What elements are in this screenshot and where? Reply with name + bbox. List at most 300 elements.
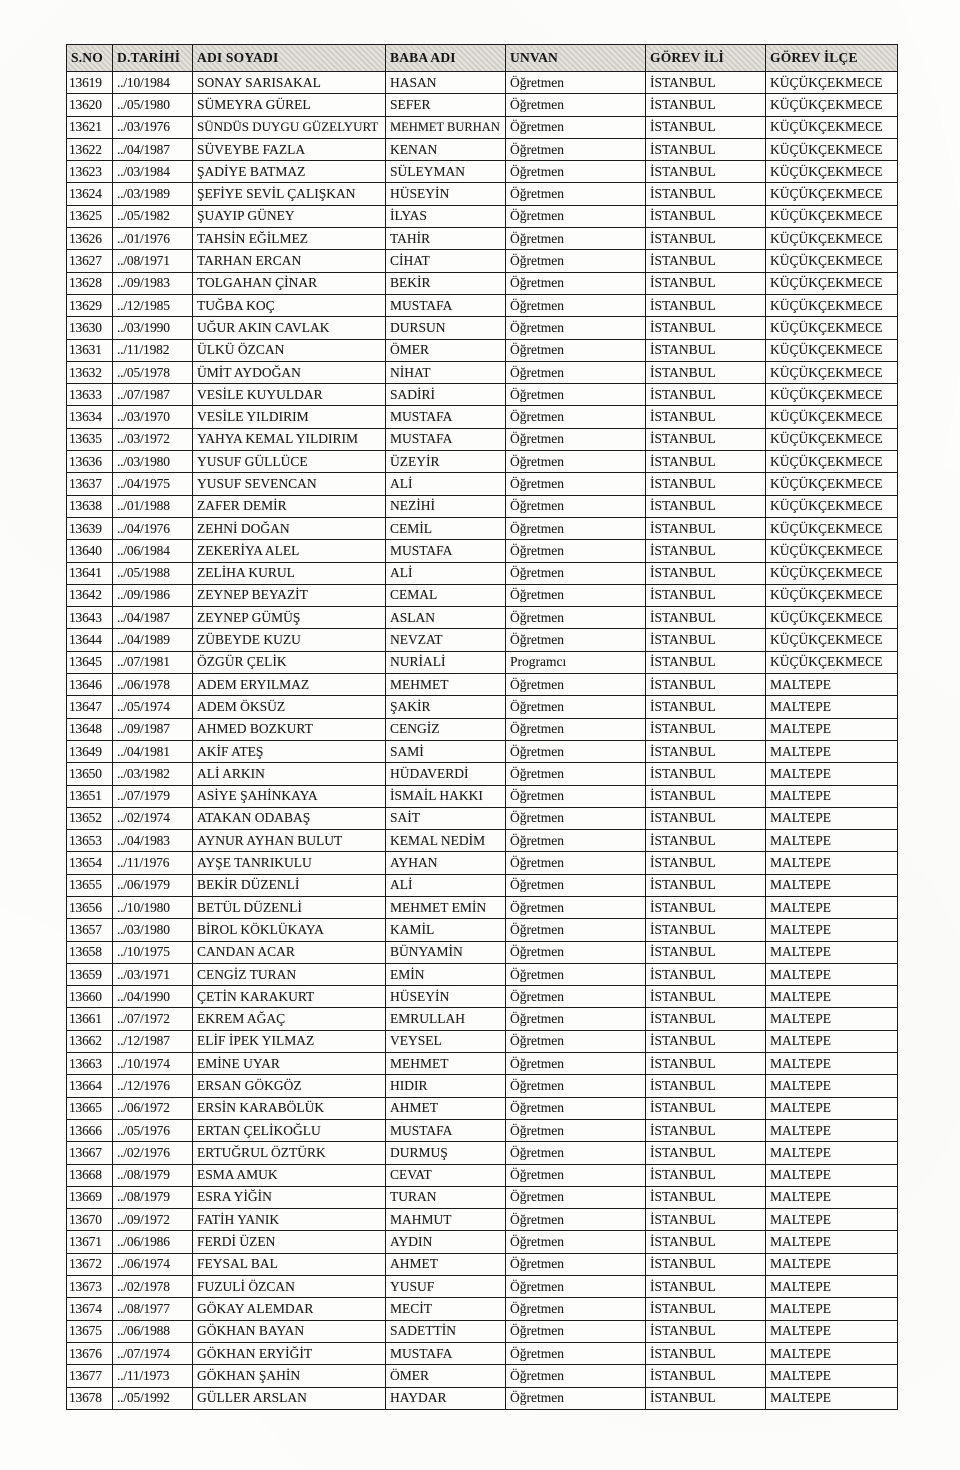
cell-baba-adi: HÜSEYİN <box>386 183 506 205</box>
cell-adi-soyadi: AYNUR AYHAN BULUT <box>193 830 386 852</box>
cell-sno: 13648 <box>67 718 113 740</box>
cell-adi-soyadi: FUZULİ ÖZCAN <box>193 1276 386 1298</box>
cell-gorev-ilce: MALTEPE <box>766 1053 898 1075</box>
cell-gorev-ili: İSTANBUL <box>646 584 766 606</box>
cell-adi-soyadi: FEYSAL BAL <box>193 1253 386 1275</box>
cell-unvan: Öğretmen <box>506 94 646 116</box>
table-row <box>67 852 898 874</box>
cell-dtarihi: ../04/1987 <box>113 138 193 160</box>
cell-adi-soyadi: GÖKHAN ERYİĞİT <box>193 1342 386 1364</box>
table-row <box>67 651 898 673</box>
cell-baba-adi: SADETTİN <box>386 1320 506 1342</box>
table-row <box>67 1075 898 1097</box>
cell-sno: 13677 <box>67 1365 113 1387</box>
cell-dtarihi: ../06/1972 <box>113 1097 193 1119</box>
cell-gorev-ilce: KÜÇÜKÇEKMECE <box>766 584 898 606</box>
cell-gorev-ilce: KÜÇÜKÇEKMECE <box>766 250 898 272</box>
header-row <box>67 45 898 72</box>
cell-gorev-ilce: KÜÇÜKÇEKMECE <box>766 361 898 383</box>
cell-adi-soyadi: AHMED BOZKURT <box>193 718 386 740</box>
cell-sno: 13620 <box>67 94 113 116</box>
cell-gorev-ili: İSTANBUL <box>646 473 766 495</box>
cell-gorev-ili: İSTANBUL <box>646 205 766 227</box>
cell-dtarihi: ../02/1978 <box>113 1276 193 1298</box>
table-row <box>67 339 898 361</box>
cell-unvan: Öğretmen <box>506 1186 646 1208</box>
table-row <box>67 919 898 941</box>
cell-gorev-ili: İSTANBUL <box>646 406 766 428</box>
cell-sno: 13671 <box>67 1231 113 1253</box>
cell-gorev-ili: İSTANBUL <box>646 1365 766 1387</box>
cell-adi-soyadi: ZAFER DEMİR <box>193 495 386 517</box>
cell-gorev-ilce: KÜÇÜKÇEKMECE <box>766 94 898 116</box>
cell-unvan: Öğretmen <box>506 517 646 539</box>
cell-dtarihi: ../07/1972 <box>113 1008 193 1030</box>
cell-baba-adi: TURAN <box>386 1186 506 1208</box>
cell-gorev-ili: İSTANBUL <box>646 629 766 651</box>
table-row <box>67 116 898 138</box>
cell-dtarihi: ../03/1984 <box>113 161 193 183</box>
cell-dtarihi: ../06/1988 <box>113 1320 193 1342</box>
cell-baba-adi: ÖMER <box>386 1365 506 1387</box>
cell-unvan: Öğretmen <box>506 785 646 807</box>
cell-sno: 13641 <box>67 562 113 584</box>
cell-dtarihi: ../09/1987 <box>113 718 193 740</box>
cell-unvan: Öğretmen <box>506 1298 646 1320</box>
cell-gorev-ili: İSTANBUL <box>646 161 766 183</box>
table-row <box>67 607 898 629</box>
cell-sno: 13658 <box>67 941 113 963</box>
cell-unvan: Öğretmen <box>506 339 646 361</box>
cell-sno: 13655 <box>67 874 113 896</box>
table-row <box>67 1387 898 1409</box>
cell-baba-adi: MUSTAFA <box>386 406 506 428</box>
cell-unvan: Öğretmen <box>506 228 646 250</box>
cell-gorev-ilce: KÜÇÜKÇEKMECE <box>766 406 898 428</box>
cell-gorev-ili: İSTANBUL <box>646 384 766 406</box>
table-body <box>67 72 898 1410</box>
cell-gorev-ili: İSTANBUL <box>646 1097 766 1119</box>
cell-unvan: Öğretmen <box>506 941 646 963</box>
cell-gorev-ilce: MALTEPE <box>766 1164 898 1186</box>
cell-adi-soyadi: ESRA YİĞİN <box>193 1186 386 1208</box>
cell-adi-soyadi: FATİH YANIK <box>193 1209 386 1231</box>
cell-adi-soyadi: ŞADİYE BATMAZ <box>193 161 386 183</box>
cell-gorev-ili: İSTANBUL <box>646 495 766 517</box>
column-header-sno: S.NO <box>67 45 113 72</box>
table-row <box>67 1142 898 1164</box>
cell-dtarihi: ../06/1986 <box>113 1231 193 1253</box>
cell-dtarihi: ../02/1974 <box>113 807 193 829</box>
cell-sno: 13668 <box>67 1164 113 1186</box>
cell-gorev-ilce: MALTEPE <box>766 1320 898 1342</box>
cell-unvan: Öğretmen <box>506 1276 646 1298</box>
cell-baba-adi: ŞAKİR <box>386 696 506 718</box>
table-row <box>67 72 898 94</box>
cell-dtarihi: ../12/1985 <box>113 294 193 316</box>
cell-sno: 13646 <box>67 674 113 696</box>
column-header-unvan: UNVAN <box>506 45 646 72</box>
cell-sno: 13661 <box>67 1008 113 1030</box>
cell-gorev-ilce: KÜÇÜKÇEKMECE <box>766 339 898 361</box>
cell-baba-adi: NURİALİ <box>386 651 506 673</box>
table-row <box>67 718 898 740</box>
cell-gorev-ilce: MALTEPE <box>766 807 898 829</box>
table-row <box>67 696 898 718</box>
column-header-gorev-ilce: GÖREV İLÇE <box>766 45 898 72</box>
cell-gorev-ili: İSTANBUL <box>646 919 766 941</box>
cell-gorev-ili: İSTANBUL <box>646 294 766 316</box>
cell-gorev-ilce: MALTEPE <box>766 1119 898 1141</box>
cell-baba-adi: HÜSEYİN <box>386 986 506 1008</box>
table-row <box>67 428 898 450</box>
cell-dtarihi: ../05/1992 <box>113 1387 193 1409</box>
table-row <box>67 562 898 584</box>
cell-dtarihi: ../12/1976 <box>113 1075 193 1097</box>
cell-baba-adi: DURSUN <box>386 317 506 339</box>
cell-baba-adi: MUSTAFA <box>386 540 506 562</box>
cell-gorev-ilce: KÜÇÜKÇEKMECE <box>766 272 898 294</box>
cell-unvan: Öğretmen <box>506 451 646 473</box>
cell-unvan: Öğretmen <box>506 294 646 316</box>
cell-gorev-ili: İSTANBUL <box>646 228 766 250</box>
cell-gorev-ili: İSTANBUL <box>646 317 766 339</box>
cell-sno: 13642 <box>67 584 113 606</box>
cell-unvan: Öğretmen <box>506 205 646 227</box>
table-row <box>67 473 898 495</box>
cell-gorev-ili: İSTANBUL <box>646 1186 766 1208</box>
cell-dtarihi: ../10/1975 <box>113 941 193 963</box>
cell-adi-soyadi: GÖKAY ALEMDAR <box>193 1298 386 1320</box>
cell-adi-soyadi: ADEM ERYILMAZ <box>193 674 386 696</box>
cell-sno: 13664 <box>67 1075 113 1097</box>
cell-gorev-ili: İSTANBUL <box>646 830 766 852</box>
cell-gorev-ili: İSTANBUL <box>646 361 766 383</box>
cell-unvan: Öğretmen <box>506 986 646 1008</box>
cell-unvan: Öğretmen <box>506 361 646 383</box>
cell-unvan: Öğretmen <box>506 495 646 517</box>
cell-sno: 13630 <box>67 317 113 339</box>
cell-sno: 13656 <box>67 896 113 918</box>
cell-baba-adi: SAMİ <box>386 740 506 762</box>
cell-gorev-ilce: MALTEPE <box>766 830 898 852</box>
cell-gorev-ilce: KÜÇÜKÇEKMECE <box>766 72 898 94</box>
cell-gorev-ilce: KÜÇÜKÇEKMECE <box>766 607 898 629</box>
cell-gorev-ilce: MALTEPE <box>766 740 898 762</box>
cell-dtarihi: ../03/1982 <box>113 763 193 785</box>
cell-sno: 13673 <box>67 1276 113 1298</box>
cell-baba-adi: CEMAL <box>386 584 506 606</box>
cell-gorev-ili: İSTANBUL <box>646 1231 766 1253</box>
cell-unvan: Öğretmen <box>506 963 646 985</box>
cell-unvan: Öğretmen <box>506 1231 646 1253</box>
cell-gorev-ili: İSTANBUL <box>646 1075 766 1097</box>
cell-gorev-ilce: MALTEPE <box>766 919 898 941</box>
cell-gorev-ilce: MALTEPE <box>766 1008 898 1030</box>
cell-adi-soyadi: ŞEFİYE SEVİL ÇALIŞKAN <box>193 183 386 205</box>
cell-unvan: Öğretmen <box>506 384 646 406</box>
cell-unvan: Öğretmen <box>506 629 646 651</box>
cell-adi-soyadi: TAHSİN EĞİLMEZ <box>193 228 386 250</box>
cell-unvan: Öğretmen <box>506 1119 646 1141</box>
cell-adi-soyadi: SÜVEYBE FAZLA <box>193 138 386 160</box>
cell-sno: 13619 <box>67 72 113 94</box>
cell-dtarihi: ../05/1976 <box>113 1119 193 1141</box>
table-row <box>67 272 898 294</box>
column-header-baba-adi: BABA ADI <box>386 45 506 72</box>
cell-gorev-ili: İSTANBUL <box>646 1342 766 1364</box>
cell-gorev-ili: İSTANBUL <box>646 874 766 896</box>
cell-baba-adi: KEMAL NEDİM <box>386 830 506 852</box>
cell-unvan: Öğretmen <box>506 540 646 562</box>
cell-gorev-ili: İSTANBUL <box>646 785 766 807</box>
cell-dtarihi: ../08/1979 <box>113 1186 193 1208</box>
cell-unvan: Öğretmen <box>506 1387 646 1409</box>
cell-dtarihi: ../06/1974 <box>113 1253 193 1275</box>
cell-adi-soyadi: ESMA AMUK <box>193 1164 386 1186</box>
cell-gorev-ili: İSTANBUL <box>646 1053 766 1075</box>
cell-baba-adi: EMRULLAH <box>386 1008 506 1030</box>
cell-baba-adi: BEKİR <box>386 272 506 294</box>
cell-baba-adi: SAİT <box>386 807 506 829</box>
table-row <box>67 317 898 339</box>
cell-gorev-ilce: MALTEPE <box>766 874 898 896</box>
cell-sno: 13653 <box>67 830 113 852</box>
cell-dtarihi: ../04/1983 <box>113 830 193 852</box>
cell-adi-soyadi: FERDİ ÜZEN <box>193 1231 386 1253</box>
table-row <box>67 584 898 606</box>
cell-sno: 13666 <box>67 1119 113 1141</box>
cell-adi-soyadi: VESİLE YILDIRIM <box>193 406 386 428</box>
cell-gorev-ili: İSTANBUL <box>646 963 766 985</box>
table-row <box>67 963 898 985</box>
cell-sno: 13652 <box>67 807 113 829</box>
table-row <box>67 807 898 829</box>
cell-sno: 13640 <box>67 540 113 562</box>
cell-adi-soyadi: TARHAN ERCAN <box>193 250 386 272</box>
cell-gorev-ili: İSTANBUL <box>646 896 766 918</box>
cell-sno: 13678 <box>67 1387 113 1409</box>
cell-dtarihi: ../04/1976 <box>113 517 193 539</box>
cell-unvan: Öğretmen <box>506 1008 646 1030</box>
cell-unvan: Öğretmen <box>506 562 646 584</box>
cell-unvan: Öğretmen <box>506 1030 646 1052</box>
cell-gorev-ili: İSTANBUL <box>646 852 766 874</box>
cell-sno: 13672 <box>67 1253 113 1275</box>
table-row <box>67 1053 898 1075</box>
cell-baba-adi: SADİRİ <box>386 384 506 406</box>
cell-gorev-ilce: KÜÇÜKÇEKMECE <box>766 183 898 205</box>
cell-gorev-ili: İSTANBUL <box>646 94 766 116</box>
cell-unvan: Öğretmen <box>506 1342 646 1364</box>
cell-dtarihi: ../06/1979 <box>113 874 193 896</box>
cell-gorev-ili: İSTANBUL <box>646 718 766 740</box>
cell-adi-soyadi: GÜLLER ARSLAN <box>193 1387 386 1409</box>
cell-gorev-ili: İSTANBUL <box>646 428 766 450</box>
cell-baba-adi: NEZİHİ <box>386 495 506 517</box>
cell-gorev-ili: İSTANBUL <box>646 1008 766 1030</box>
cell-unvan: Öğretmen <box>506 272 646 294</box>
cell-gorev-ilce: MALTEPE <box>766 941 898 963</box>
cell-gorev-ili: İSTANBUL <box>646 1276 766 1298</box>
cell-dtarihi: ../10/1980 <box>113 896 193 918</box>
table-row <box>67 1253 898 1275</box>
cell-adi-soyadi: GÖKHAN ŞAHİN <box>193 1365 386 1387</box>
cell-baba-adi: VEYSEL <box>386 1030 506 1052</box>
table-row <box>67 830 898 852</box>
cell-gorev-ilce: KÜÇÜKÇEKMECE <box>766 651 898 673</box>
table-row <box>67 740 898 762</box>
cell-adi-soyadi: SONAY SARISAKAL <box>193 72 386 94</box>
cell-baba-adi: AHMET <box>386 1253 506 1275</box>
cell-gorev-ili: İSTANBUL <box>646 607 766 629</box>
cell-gorev-ilce: MALTEPE <box>766 1298 898 1320</box>
cell-adi-soyadi: ZEYNEP BEYAZİT <box>193 584 386 606</box>
cell-dtarihi: ../11/1973 <box>113 1365 193 1387</box>
table-row <box>67 361 898 383</box>
cell-dtarihi: ../02/1976 <box>113 1142 193 1164</box>
cell-gorev-ilce: MALTEPE <box>766 1030 898 1052</box>
cell-baba-adi: KAMİL <box>386 919 506 941</box>
cell-dtarihi: ../05/1978 <box>113 361 193 383</box>
cell-adi-soyadi: ERSİN KARABÖLÜK <box>193 1097 386 1119</box>
cell-gorev-ili: İSTANBUL <box>646 540 766 562</box>
cell-gorev-ili: İSTANBUL <box>646 740 766 762</box>
cell-gorev-ili: İSTANBUL <box>646 183 766 205</box>
table-row <box>67 451 898 473</box>
cell-sno: 13675 <box>67 1320 113 1342</box>
cell-gorev-ilce: KÜÇÜKÇEKMECE <box>766 161 898 183</box>
cell-sno: 13665 <box>67 1097 113 1119</box>
cell-baba-adi: HAYDAR <box>386 1387 506 1409</box>
cell-gorev-ili: İSTANBUL <box>646 1030 766 1052</box>
cell-baba-adi: MUSTAFA <box>386 1119 506 1141</box>
cell-baba-adi: EMİN <box>386 963 506 985</box>
cell-adi-soyadi: ASİYE ŞAHİNKAYA <box>193 785 386 807</box>
cell-adi-soyadi: SÜNDÜS DUYGU GÜZELYURT <box>193 116 386 138</box>
cell-sno: 13637 <box>67 473 113 495</box>
table-row <box>67 161 898 183</box>
cell-adi-soyadi: BEKİR DÜZENLİ <box>193 874 386 896</box>
cell-gorev-ili: İSTANBUL <box>646 1320 766 1342</box>
cell-gorev-ilce: KÜÇÜKÇEKMECE <box>766 517 898 539</box>
cell-gorev-ili: İSTANBUL <box>646 1209 766 1231</box>
cell-unvan: Öğretmen <box>506 72 646 94</box>
cell-adi-soyadi: UĞUR AKIN CAVLAK <box>193 317 386 339</box>
cell-adi-soyadi: CENGİZ TURAN <box>193 963 386 985</box>
cell-dtarihi: ../01/1976 <box>113 228 193 250</box>
cell-gorev-ili: İSTANBUL <box>646 1119 766 1141</box>
cell-unvan: Öğretmen <box>506 718 646 740</box>
cell-unvan: Öğretmen <box>506 250 646 272</box>
cell-gorev-ili: İSTANBUL <box>646 116 766 138</box>
cell-gorev-ilce: MALTEPE <box>766 1342 898 1364</box>
cell-adi-soyadi: YUSUF GÜLLÜCE <box>193 451 386 473</box>
table-row <box>67 1119 898 1141</box>
cell-gorev-ilce: KÜÇÜKÇEKMECE <box>766 473 898 495</box>
table-row <box>67 1298 898 1320</box>
cell-dtarihi: ../04/1989 <box>113 629 193 651</box>
cell-sno: 13674 <box>67 1298 113 1320</box>
cell-gorev-ili: İSTANBUL <box>646 763 766 785</box>
cell-sno: 13657 <box>67 919 113 941</box>
cell-dtarihi: ../04/1990 <box>113 986 193 1008</box>
table-row <box>67 785 898 807</box>
cell-gorev-ilce: KÜÇÜKÇEKMECE <box>766 116 898 138</box>
cell-unvan: Öğretmen <box>506 1209 646 1231</box>
cell-adi-soyadi: ZEHNİ DOĞAN <box>193 517 386 539</box>
cell-unvan: Öğretmen <box>506 1075 646 1097</box>
cell-gorev-ilce: MALTEPE <box>766 1253 898 1275</box>
cell-baba-adi: KENAN <box>386 138 506 160</box>
cell-adi-soyadi: VESİLE KUYULDAR <box>193 384 386 406</box>
cell-adi-soyadi: ÇETİN KARAKURT <box>193 986 386 1008</box>
cell-gorev-ili: İSTANBUL <box>646 1142 766 1164</box>
cell-gorev-ili: İSTANBUL <box>646 272 766 294</box>
cell-unvan: Öğretmen <box>506 919 646 941</box>
cell-sno: 13621 <box>67 116 113 138</box>
cell-unvan: Öğretmen <box>506 161 646 183</box>
cell-dtarihi: ../05/1974 <box>113 696 193 718</box>
cell-adi-soyadi: ÜLKÜ ÖZCAN <box>193 339 386 361</box>
cell-gorev-ilce: MALTEPE <box>766 1387 898 1409</box>
cell-adi-soyadi: ZEKERİYA ALEL <box>193 540 386 562</box>
cell-sno: 13654 <box>67 852 113 874</box>
cell-gorev-ili: İSTANBUL <box>646 696 766 718</box>
table-row <box>67 1365 898 1387</box>
cell-gorev-ilce: MALTEPE <box>766 896 898 918</box>
cell-sno: 13645 <box>67 651 113 673</box>
cell-baba-adi: BÜNYAMİN <box>386 941 506 963</box>
cell-sno: 13650 <box>67 763 113 785</box>
cell-gorev-ili: İSTANBUL <box>646 1253 766 1275</box>
cell-gorev-ili: İSTANBUL <box>646 651 766 673</box>
cell-dtarihi: ../04/1987 <box>113 607 193 629</box>
table-row <box>67 294 898 316</box>
cell-adi-soyadi: ÜMİT AYDOĞAN <box>193 361 386 383</box>
cell-dtarihi: ../11/1976 <box>113 852 193 874</box>
cell-dtarihi: ../03/1970 <box>113 406 193 428</box>
cell-baba-adi: CENGİZ <box>386 718 506 740</box>
cell-dtarihi: ../03/1980 <box>113 451 193 473</box>
cell-sno: 13633 <box>67 384 113 406</box>
table-row <box>67 138 898 160</box>
cell-unvan: Öğretmen <box>506 116 646 138</box>
cell-dtarihi: ../09/1983 <box>113 272 193 294</box>
cell-sno: 13660 <box>67 986 113 1008</box>
cell-adi-soyadi: ELİF İPEK YILMAZ <box>193 1030 386 1052</box>
cell-gorev-ili: İSTANBUL <box>646 1164 766 1186</box>
cell-gorev-ilce: MALTEPE <box>766 1142 898 1164</box>
cell-gorev-ilce: KÜÇÜKÇEKMECE <box>766 495 898 517</box>
cell-adi-soyadi: YUSUF SEVENCAN <box>193 473 386 495</box>
cell-adi-soyadi: ŞUAYIP GÜNEY <box>193 205 386 227</box>
cell-baba-adi: SÜLEYMAN <box>386 161 506 183</box>
cell-gorev-ilce: KÜÇÜKÇEKMECE <box>766 451 898 473</box>
cell-gorev-ilce: KÜÇÜKÇEKMECE <box>766 205 898 227</box>
cell-sno: 13622 <box>67 138 113 160</box>
cell-gorev-ili: İSTANBUL <box>646 986 766 1008</box>
cell-dtarihi: ../03/1980 <box>113 919 193 941</box>
cell-dtarihi: ../09/1986 <box>113 584 193 606</box>
cell-gorev-ilce: MALTEPE <box>766 1075 898 1097</box>
cell-baba-adi: CİHAT <box>386 250 506 272</box>
cell-baba-adi: AYHAN <box>386 852 506 874</box>
cell-adi-soyadi: SÜMEYRA GÜREL <box>193 94 386 116</box>
cell-gorev-ili: İSTANBUL <box>646 138 766 160</box>
cell-adi-soyadi: GÖKHAN BAYAN <box>193 1320 386 1342</box>
cell-adi-soyadi: ADEM ÖKSÜZ <box>193 696 386 718</box>
